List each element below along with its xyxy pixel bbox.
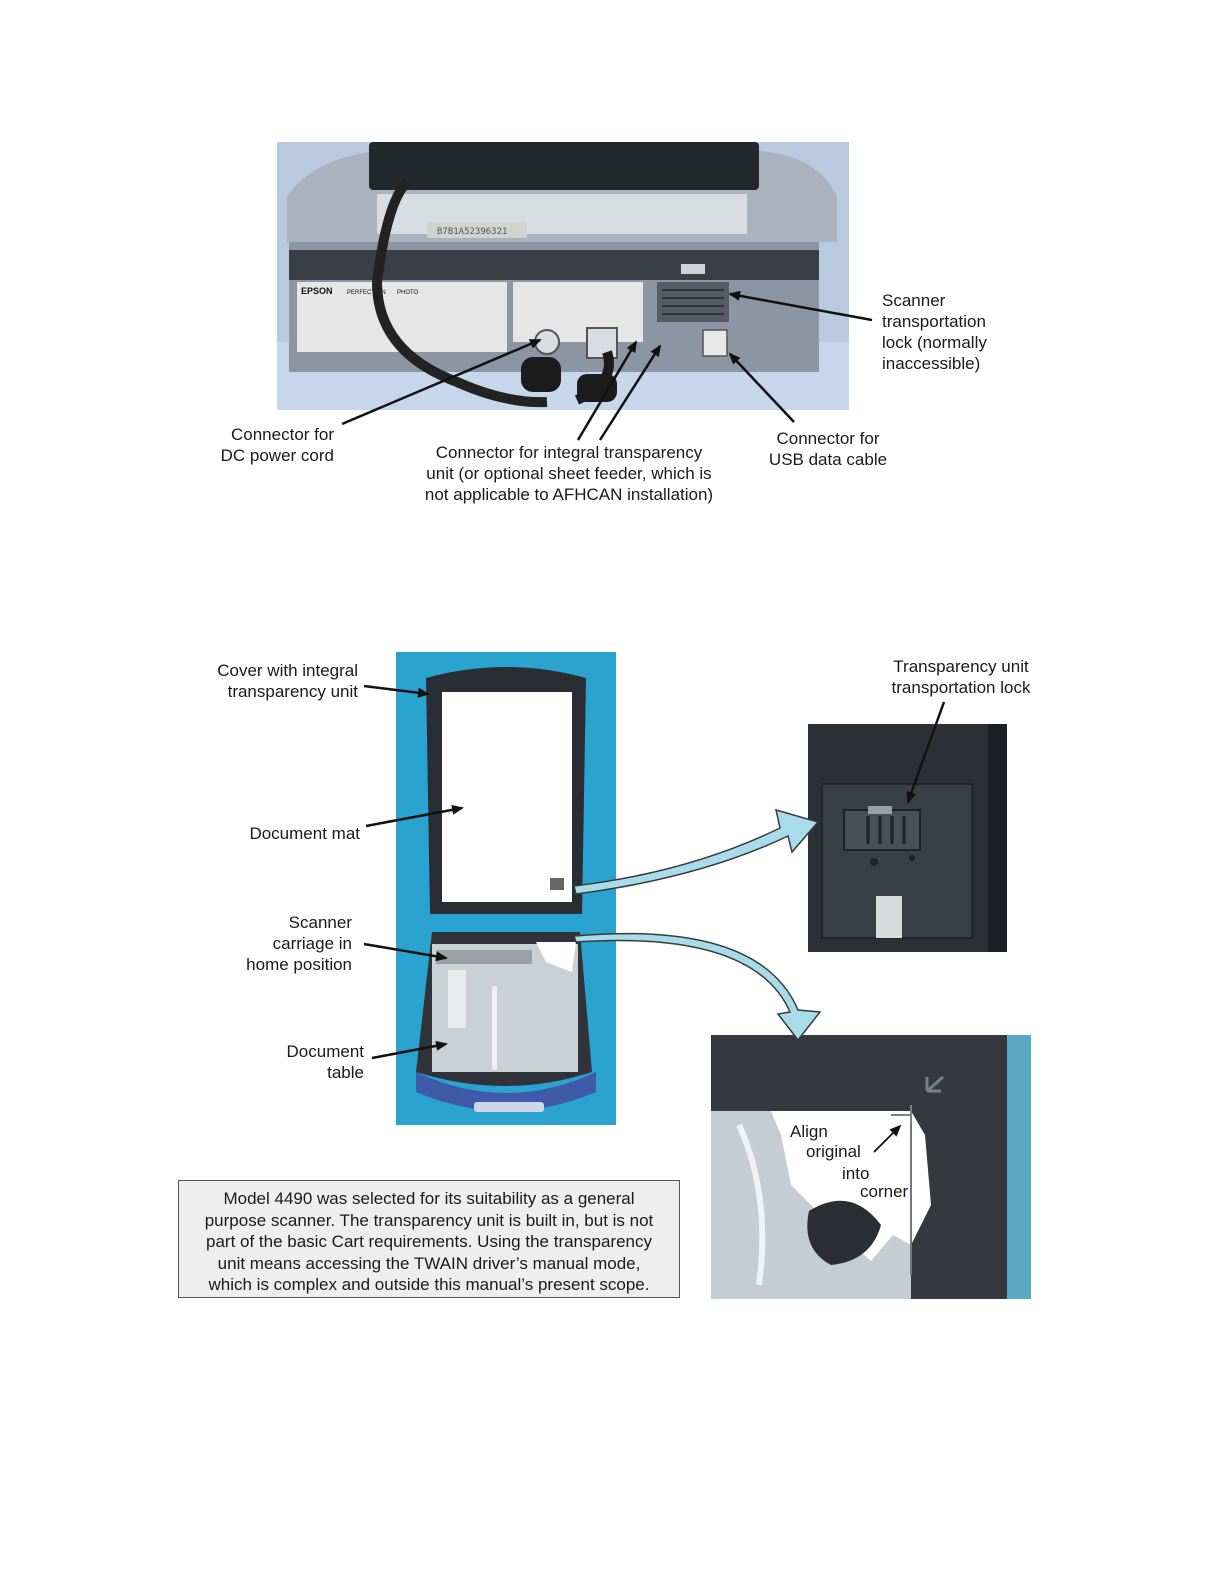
note-line-4: unit means accessing the TWAIN driver’s manual mode, xyxy=(217,1253,641,1273)
carriage-line-1: Scanner xyxy=(288,913,352,932)
callout-scanner-transport-lock xyxy=(882,290,987,374)
scanner-open-photo xyxy=(396,652,616,1125)
callout-transparency-unit-lock xyxy=(878,656,1044,698)
note-line-2: purpose scanner. The transparency unit is built in, but is not xyxy=(204,1210,654,1230)
transparency-line-2: unit (or optional sheet feeder, which is xyxy=(426,464,712,483)
transparency-lock-photo xyxy=(808,724,1007,952)
align-line-2: original xyxy=(806,1142,861,1161)
lock-line-3: lock (normally xyxy=(882,333,987,352)
note-line-5: which is complex and outside this manual’s present scope. xyxy=(208,1275,650,1294)
align-line-1: Align xyxy=(790,1122,828,1141)
callout-document-table xyxy=(220,1041,364,1083)
callout-dc-power-connector xyxy=(200,424,334,466)
transparency-line-3: not applicable to AFHCAN installation) xyxy=(424,485,714,504)
usb-line-2: USB data cable xyxy=(768,450,888,469)
table-line-1: Document xyxy=(286,1042,364,1061)
callout-transparency-connector xyxy=(408,442,730,505)
callout-document-mat xyxy=(200,823,360,844)
mat-line-1: Document mat xyxy=(249,824,360,843)
dc-line-1: Connector for xyxy=(231,425,334,444)
callout-usb-connector xyxy=(758,428,898,470)
callout-scanner-carriage xyxy=(200,912,352,975)
tu-lock-line-2: transportation lock xyxy=(891,678,1031,697)
usb-line-1: Connector for xyxy=(776,429,880,448)
transparency-line-1: Connector for integral transparency xyxy=(435,443,703,462)
tu-lock-line-1: Transparency unit xyxy=(893,657,1029,676)
model-note-box xyxy=(178,1180,680,1298)
perfection-label: PERFECTION xyxy=(347,290,386,296)
note-line-3: part of the basic Cart requirements. Using the transparency xyxy=(206,1232,652,1251)
lock-line-1: Scanner xyxy=(882,291,946,310)
note-line-1: Model 4490 was selected for its suitability as a general xyxy=(223,1189,635,1208)
callout-cover-transparency-unit xyxy=(180,660,358,702)
dc-line-2: DC power cord xyxy=(220,446,334,465)
lock-line-2: transportation xyxy=(882,312,986,331)
callout-align-original xyxy=(776,1121,916,1205)
cover-line-1: Cover with integral xyxy=(217,661,358,680)
carriage-line-3: home position xyxy=(246,955,352,974)
scanner-rear-photo xyxy=(277,142,849,410)
lock-line-4: inaccessible) xyxy=(882,354,981,373)
cover-line-2: transparency unit xyxy=(227,682,358,701)
photo-label: PHOTO xyxy=(397,290,419,296)
serial-label: B7B1A52396321 xyxy=(437,227,508,237)
epson-label: EPSON xyxy=(301,286,333,296)
align-line-3: into xyxy=(842,1164,870,1183)
carriage-line-2: carriage in xyxy=(272,934,352,953)
align-line-4: corner xyxy=(860,1182,909,1201)
table-line-2: table xyxy=(327,1063,364,1082)
